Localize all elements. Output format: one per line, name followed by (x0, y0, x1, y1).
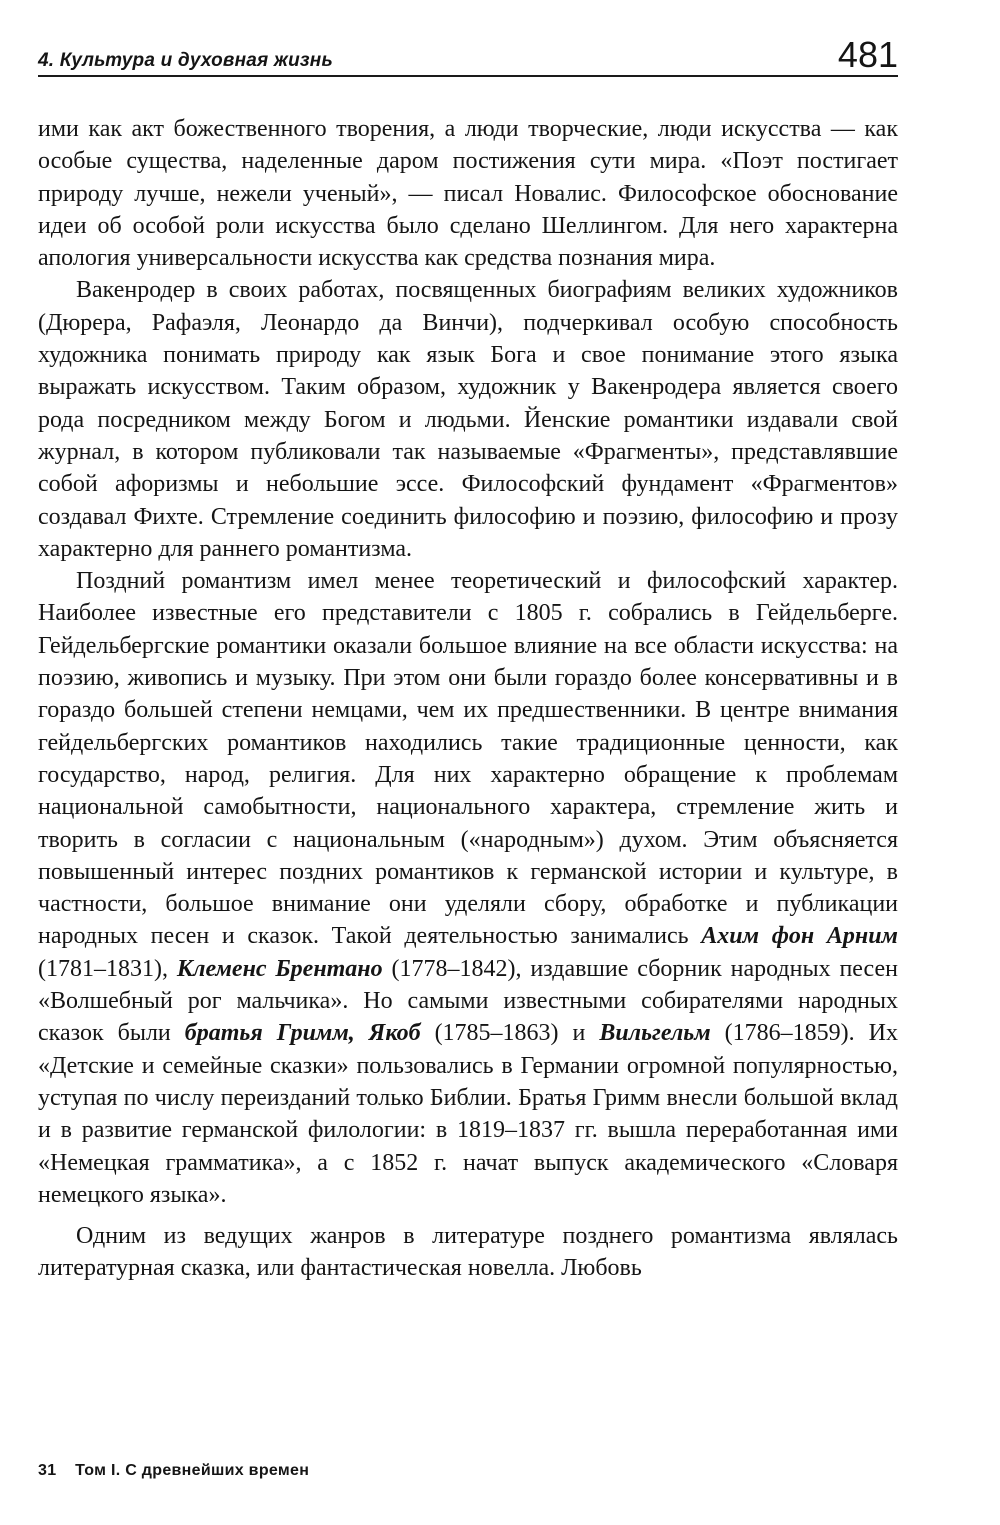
person-name-arnim: Ахим фон Арним (701, 923, 899, 950)
paragraph-1 (38, 113, 898, 274)
page-footer (38, 1462, 309, 1480)
paragraph-text: (1786–1859). Их «Детские и семейные сказки» пользовались в Германии огромной популярностью, уступая по числу переизданий только Библии. Братья Гримм внесли большой вклад и в развитие германской филологии: в 1819–1837 гг. вышла переработанная ими «Немецкая грамматика», а с 1852 г. начат выпуск академического «Словаря немецкого языка». (38, 1020, 898, 1208)
running-header (38, 34, 898, 78)
paragraph-text: (1785–1863) и (420, 1020, 600, 1047)
main-text (38, 113, 898, 1285)
person-name-grimm-jacob: братья Гримм, Якоб (184, 1020, 421, 1047)
running-title: 4. Культура и духовная жизнь (38, 50, 333, 71)
paragraph-2 (38, 274, 898, 565)
page-number: 481 (837, 34, 898, 75)
paragraph-text: Вакенродер в своих работах, посвященных биографиям великих художников (Дюрера, Рафаэля, Леонардо да Винчи), подчеркивал особую способность художника понимать природу как язык Бога и свое понимание этого языка выражать искусством. Таким образом, художник у Вакенродера является своего рода посредником между Богом и людьми. Йенские романтики издавали свой журнал, в котором публиковали так называемые «Фрагменты», представлявшие собой афоризмы и небольшие эссе. Философский фундамент «Фрагментов» создавал Фихте. Стремление соединить философию и поэзию, философию и прозу характерно для раннего романтизма. (38, 277, 898, 562)
paragraph-3 (38, 565, 898, 1211)
paragraph-text: Одним из ведущих жанров в литературе позднего романтизма являлась литературная сказка, или фантастическая новелла. Любовь (38, 1223, 898, 1282)
person-name-wilhelm: Вильгельм (599, 1020, 711, 1047)
paragraph-text: ими как акт божественного творения, а люди творческие, люди искусства — как особые существа, наделенные даром постижения сути мира. «Поэт постигает природу лучше, нежели ученый», — писал Новалис. Философское обоснование идеи об особой роли искусства было сделано Шеллингом. Для него характерна апология универсальности искусства как средства познания мира. (38, 116, 898, 272)
paragraph-text: Поздний романтизм имел менее теоретический и философский характер. Наиболее известные его представители с 1805 г. собрались в Гейдельберге. Гейдельбергские романтики оказали большое влияние на все области искусства: на поэзию, живопись и музыку. При этом они были гораздо более консервативны и в гораздо большей степени немцами, чем их предшественники. В центре внимания гейдельбергских романтиков находились такие традиционные ценности, как государство, народ, религия. Для них характерно обращение к проблемам национальной самобытности, национального характера, стремление жить и творить в согласии с национальным («народным») духом. Этим объясняется повышенный интерес поздних романтиков к германской истории и культуре, в частности, большое внимание они уделяли сбору, обработке и публикации народных песен и сказок. Такой деятельностью занимались (38, 568, 898, 950)
printer-signature: 31 (38, 1462, 57, 1479)
paragraph-text: (1781–1831), (38, 955, 177, 982)
person-name-brentano: Клеменс Брентано (176, 955, 383, 982)
header-rule (38, 75, 898, 77)
paragraph-4 (38, 1220, 898, 1285)
paragraph-text: (1778–1842), издавшие сборник народных песен «Волшебный рог мальчика». Но самыми известными собирателями народных сказок были (38, 955, 898, 1047)
volume-title: Том I. С древнейших времен (75, 1462, 310, 1479)
